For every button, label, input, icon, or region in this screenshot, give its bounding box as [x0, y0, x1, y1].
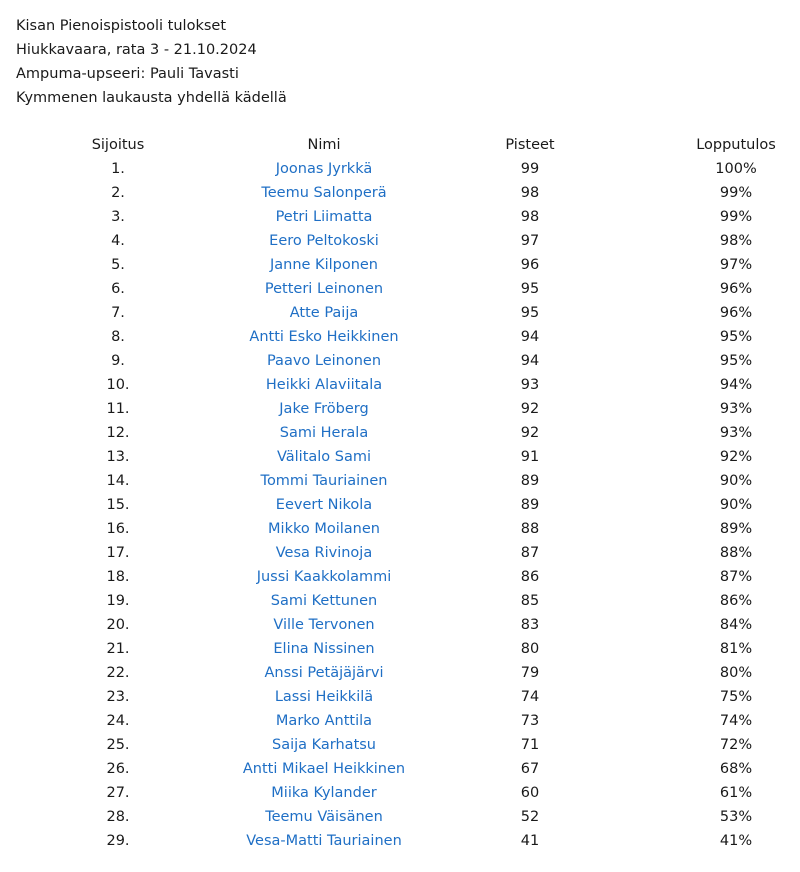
table-row [0, 493, 800, 517]
score-cell: 80 [520, 641, 540, 657]
document-title: Kisan Pienoispistooli tulokset [16, 18, 227, 34]
name-cell [214, 157, 434, 181]
score-cell: 92 [520, 401, 540, 417]
competitor-name-link[interactable]: Janne Kilponen [269, 257, 378, 273]
table-row [0, 781, 800, 805]
event-description: Kymmenen laukausta yhdellä kädellä [16, 90, 287, 106]
competitor-name-link[interactable]: Antti Esko Heikkinen [249, 329, 399, 345]
score-cell: 52 [520, 809, 540, 825]
result-percent-cell: 90% [719, 497, 753, 513]
competitor-name-link[interactable]: Teemu Salonperä [261, 185, 387, 201]
score-cell: 89 [520, 497, 540, 513]
result-percent-cell: 92% [719, 449, 753, 465]
table-row [0, 589, 800, 613]
score-cell: 99 [520, 161, 540, 177]
table-row [0, 733, 800, 757]
result-percent-cell: 81% [719, 641, 753, 657]
rank-cell: 7. [111, 305, 125, 321]
score-cell: 87 [520, 545, 540, 561]
rank-cell: 6. [111, 281, 125, 297]
name-cell [214, 253, 434, 277]
competitor-name-link[interactable]: Sami Kettunen [270, 593, 378, 609]
competitor-name-link[interactable]: Välitalo Sami [276, 449, 372, 465]
score-cell: 91 [520, 449, 540, 465]
table-row [0, 565, 800, 589]
results-table [0, 133, 800, 853]
score-cell: 98 [520, 185, 540, 201]
name-cell [214, 205, 434, 229]
name-cell [214, 829, 434, 853]
score-cell: 98 [520, 209, 540, 225]
name-cell [214, 421, 434, 445]
table-row [0, 829, 800, 853]
score-cell: 79 [520, 665, 540, 681]
table-row [0, 805, 800, 829]
table-row [0, 301, 800, 325]
result-percent-cell: 90% [719, 473, 753, 489]
column-header-score: Pisteet [505, 137, 555, 153]
name-cell [214, 589, 434, 613]
table-row [0, 637, 800, 661]
result-percent-cell: 68% [719, 761, 753, 777]
result-percent-cell: 96% [719, 305, 753, 321]
name-cell [214, 565, 434, 589]
rank-cell: 16. [106, 521, 130, 537]
table-row [0, 613, 800, 637]
name-cell [214, 781, 434, 805]
name-cell [214, 709, 434, 733]
rank-cell: 20. [106, 617, 130, 633]
rank-cell: 13. [106, 449, 130, 465]
rank-cell: 23. [106, 689, 130, 705]
score-cell: 41 [520, 833, 540, 849]
table-row [0, 205, 800, 229]
rank-cell: 17. [106, 545, 130, 561]
result-percent-cell: 93% [719, 425, 753, 441]
table-row [0, 469, 800, 493]
score-cell: 94 [520, 353, 540, 369]
score-cell: 89 [520, 473, 540, 489]
competitor-name-link[interactable]: Sami Herala [279, 425, 369, 441]
score-cell: 95 [520, 305, 540, 321]
competitor-name-link[interactable]: Ville Tervonen [273, 617, 375, 633]
result-percent-cell: 72% [719, 737, 753, 753]
column-header-result: Lopputulos [696, 137, 776, 153]
document-header [16, 14, 287, 110]
name-cell [214, 181, 434, 205]
rank-cell: 27. [106, 785, 130, 801]
score-cell: 96 [520, 257, 540, 273]
name-cell [214, 397, 434, 421]
competitor-name-link[interactable]: Elina Nissinen [273, 641, 375, 657]
score-cell: 92 [520, 425, 540, 441]
result-percent-cell: 94% [719, 377, 753, 393]
score-cell: 67 [520, 761, 540, 777]
name-cell [214, 541, 434, 565]
score-cell: 60 [520, 785, 540, 801]
competitor-name-link[interactable]: Eero Peltokoski [269, 233, 379, 249]
score-cell: 94 [520, 329, 540, 345]
result-percent-cell: 75% [719, 689, 753, 705]
score-cell: 86 [520, 569, 540, 585]
competitor-name-link[interactable]: Teemu Väisänen [265, 809, 383, 825]
rank-cell: 4. [111, 233, 125, 249]
competitor-name-link[interactable]: Paavo Leinonen [266, 353, 382, 369]
rank-cell: 8. [111, 329, 125, 345]
rank-cell: 22. [106, 665, 130, 681]
result-percent-cell: 93% [719, 401, 753, 417]
range-officer: Ampuma-upseeri: Pauli Tavasti [16, 66, 239, 82]
table-row [0, 253, 800, 277]
table-row [0, 541, 800, 565]
score-cell: 74 [520, 689, 540, 705]
rank-cell: 11. [106, 401, 130, 417]
name-cell [214, 349, 434, 373]
competitor-name-link[interactable]: Joonas Jyrkkä [275, 161, 373, 177]
column-header-name: Nimi [307, 137, 341, 153]
rank-cell: 19. [106, 593, 130, 609]
result-percent-cell: 95% [719, 329, 753, 345]
name-cell [214, 685, 434, 709]
name-cell [214, 301, 434, 325]
score-cell: 95 [520, 281, 540, 297]
table-row [0, 349, 800, 373]
table-row [0, 157, 800, 181]
rank-cell: 18. [106, 569, 130, 585]
rank-cell: 15. [106, 497, 130, 513]
event-location-date: Hiukkavaara, rata 3 - 21.10.2024 [16, 42, 257, 58]
competitor-name-link[interactable]: Jussi Kaakkolammi [256, 569, 392, 585]
table-row [0, 277, 800, 301]
score-cell: 73 [520, 713, 540, 729]
rank-cell: 10. [106, 377, 130, 393]
table-row [0, 661, 800, 685]
competitor-name-link[interactable]: Jake Fröberg [279, 401, 369, 417]
name-cell [214, 661, 434, 685]
result-percent-cell: 98% [719, 233, 753, 249]
name-cell [214, 757, 434, 781]
table-header-row [0, 133, 800, 157]
table-row [0, 229, 800, 253]
name-cell [214, 325, 434, 349]
score-cell: 71 [520, 737, 540, 753]
competitor-name-link[interactable]: Petri Liimatta [275, 209, 373, 225]
rank-cell: 2. [111, 185, 125, 201]
name-cell [214, 493, 434, 517]
rank-cell: 21. [106, 641, 130, 657]
rank-cell: 14. [106, 473, 130, 489]
result-percent-cell: 41% [719, 833, 753, 849]
competitor-name-link[interactable]: Lassi Heikkilä [274, 689, 374, 705]
table-row [0, 445, 800, 469]
result-percent-cell: 89% [719, 521, 753, 537]
result-percent-cell: 80% [719, 665, 753, 681]
name-cell [214, 613, 434, 637]
result-percent-cell: 74% [719, 713, 753, 729]
competitor-name-link[interactable]: Heikki Alaviitala [265, 377, 383, 393]
table-row [0, 373, 800, 397]
table-row [0, 709, 800, 733]
competitor-name-link[interactable]: Tommi Tauriainen [260, 473, 388, 489]
competitor-name-link[interactable]: Petteri Leinonen [264, 281, 384, 297]
result-percent-cell: 84% [719, 617, 753, 633]
rank-cell: 29. [106, 833, 130, 849]
table-row [0, 397, 800, 421]
name-cell [214, 469, 434, 493]
competitor-name-link[interactable]: Antti Mikael Heikkinen [242, 761, 406, 777]
competitor-name-link[interactable]: Mikko Moilanen [268, 521, 380, 537]
name-cell [214, 445, 434, 469]
competitor-name-link[interactable]: Vesa Rivinoja [275, 545, 373, 561]
rank-cell: 24. [106, 713, 130, 729]
table-row [0, 325, 800, 349]
score-cell: 83 [520, 617, 540, 633]
result-percent-cell: 99% [719, 185, 753, 201]
column-header-rank: Sijoitus [91, 137, 145, 153]
result-percent-cell: 100% [715, 161, 757, 177]
score-cell: 85 [520, 593, 540, 609]
name-cell [214, 373, 434, 397]
table-row [0, 181, 800, 205]
result-percent-cell: 96% [719, 281, 753, 297]
rank-cell: 1. [111, 161, 125, 177]
result-percent-cell: 95% [719, 353, 753, 369]
table-row [0, 517, 800, 541]
competitor-name-link[interactable]: Vesa-Matti Tauriainen [246, 833, 402, 849]
result-percent-cell: 61% [719, 785, 753, 801]
rank-cell: 28. [106, 809, 130, 825]
result-percent-cell: 99% [719, 209, 753, 225]
result-percent-cell: 86% [719, 593, 753, 609]
competitor-name-link[interactable]: Anssi Petäjäjärvi [264, 665, 384, 681]
competitor-name-link[interactable]: Eevert Nikola [275, 497, 373, 513]
rank-cell: 5. [111, 257, 125, 273]
table-row [0, 757, 800, 781]
rank-cell: 25. [106, 737, 130, 753]
result-percent-cell: 87% [719, 569, 753, 585]
competitor-name-link[interactable]: Marko Anttila [275, 713, 373, 729]
competitor-name-link[interactable]: Miika Kylander [271, 785, 377, 801]
result-percent-cell: 88% [719, 545, 753, 561]
competitor-name-link[interactable]: Saija Karhatsu [272, 737, 376, 753]
score-cell: 88 [520, 521, 540, 537]
name-cell [214, 229, 434, 253]
name-cell [214, 517, 434, 541]
name-cell [214, 637, 434, 661]
score-cell: 97 [520, 233, 540, 249]
name-cell [214, 805, 434, 829]
rank-cell: 3. [111, 209, 125, 225]
table-row [0, 421, 800, 445]
name-cell [214, 277, 434, 301]
table-row [0, 685, 800, 709]
name-cell [214, 733, 434, 757]
score-cell: 93 [520, 377, 540, 393]
result-percent-cell: 53% [719, 809, 753, 825]
rank-cell: 26. [106, 761, 130, 777]
rank-cell: 12. [106, 425, 130, 441]
competitor-name-link[interactable]: Atte Paija [289, 305, 359, 321]
result-percent-cell: 97% [719, 257, 753, 273]
rank-cell: 9. [111, 353, 125, 369]
